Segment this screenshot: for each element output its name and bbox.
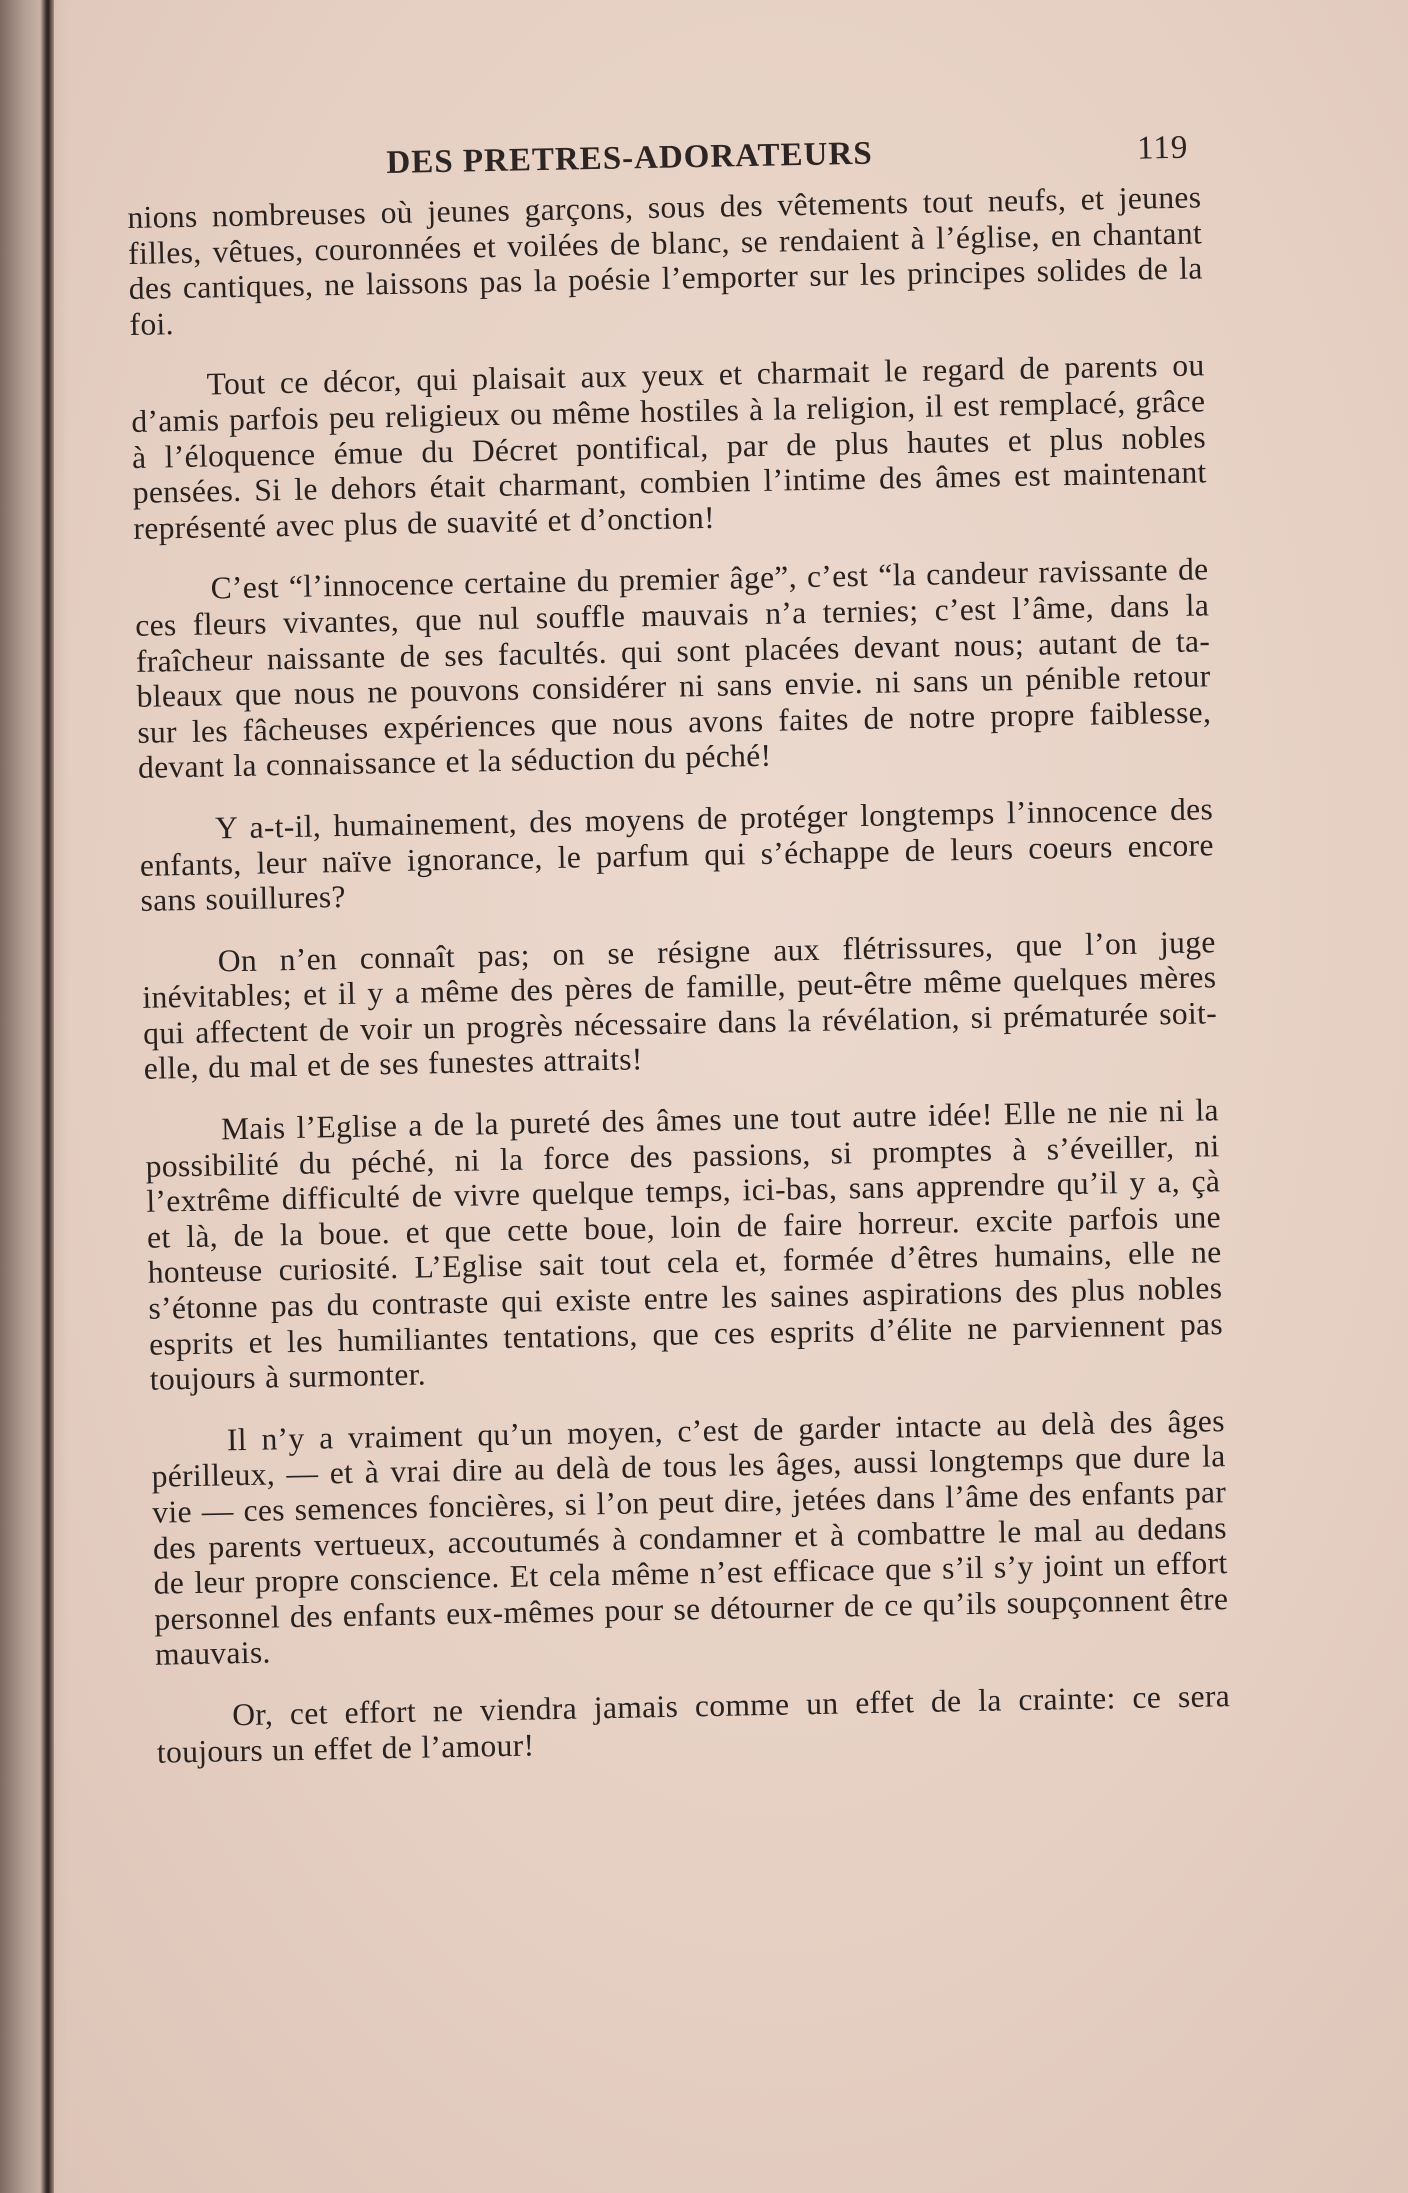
book-spine-edge bbox=[40, 0, 54, 2193]
paragraph: Or, cet effort ne viendra jamais comme un effet de la crainte: ce sera toujours un effet de l’amour! bbox=[156, 1678, 1231, 1770]
paragraph-continuation: nions nombreuses où jeunes garçons, sous des vêtements tout neufs, et jeunes filles, vêtues, couronnées et voilées de blanc, se rendaient à l’église, en chantant des cantiques, ne laissons pas la poésie l’emporter sur les principes solides de la foi. bbox=[127, 179, 1203, 342]
book-gutter-shadow bbox=[0, 0, 70, 2193]
page-text-block bbox=[126, 119, 1232, 1795]
running-head-title: DES PRETRES-ADORATEURS bbox=[386, 135, 873, 182]
paragraph: On n’en connaît pas; on se résigne aux flétrissures, que l’on juge inévitables; et il y a même des pères de famille, peut-être même quelques mères qui affectent de voir un progrès nécessaire dans la révélation, si prématurée soit-elle, du mal et de ses funestes attraits! bbox=[142, 923, 1218, 1087]
paragraph: C’est “l’innocence certaine du premier âge”, c’est “la candeur ravissante de ces fleurs vivantes, que nul souffle mauvais n’a ternies; c’est l’âme, dans la fraîcheur naissante de ses facultés. qui sont placées devant nous; autant de tableaux que nous ne pouvons considérer ni sans envie. ni sans un pénible retour sur les fâcheuses expériences que nous avons faites de notre propre faiblesse, devant la connaissance et la séduction du péché! bbox=[134, 551, 1212, 786]
paragraph: Y a-t-il, humainement, des moyens de protéger longtemps l’innocence des enfants, leur naïve ignorance, le parfum qui s’échappe de leurs coeurs encore sans souillures? bbox=[139, 791, 1215, 918]
paragraph: Il n’y a vraiment qu’un moyen, c’est de garder intacte au delà des âges périlleux, — et à vrai dire au delà de tous les âges, aussi longtemps que dure la vie — ces semences foncières, si l’on peut dire, jetées dans l’âme des enfants par des parents vertueux, accoutumés à condamner et à combattre le mal au dedans de leur propre conscience. Et cela même n’est efficace que s’il s’y joint un effort personnel des enfants eux-mêmes pour se détourner de ce qu’ils soupçonnent être mauvais. bbox=[151, 1402, 1229, 1673]
page-number: 119 bbox=[1136, 129, 1189, 167]
paragraph: Mais l’Eglise a de la pureté des âmes une tout autre idée! Elle ne nie ni la possibilité du péché, ni la force des passions, si promptes à s’éveiller, ni l’extrême difficulté de vivre quelque temps, ici-bas, sans apprendre qu’il y a, çà et là, de la boue. et que cette boue, loin de faire horreur. excite parfois une honteuse curiosité. L’Eglise sait tout cela et, formée d’êtres humains, elle ne s’étonne pas du contraste qui existe entre les saines aspirations des plus nobles esprits et les humiliantes tentations, que ces esprits d’élite ne parviennent pas toujours à surmonter. bbox=[145, 1092, 1224, 1397]
paragraph: Tout ce décor, qui plaisait aux yeux et charmait le regard de parents ou d’amis parfois peu religieux ou même hostiles à la religion, il est remplacé, grâce à l’éloquence émue du Décret pontifical, par de plus hautes et plus nobles pensées. Si le dehors était charmant, combien l’intime des âmes est maintenant représenté avec plus de suavité et d’onction! bbox=[131, 347, 1207, 546]
